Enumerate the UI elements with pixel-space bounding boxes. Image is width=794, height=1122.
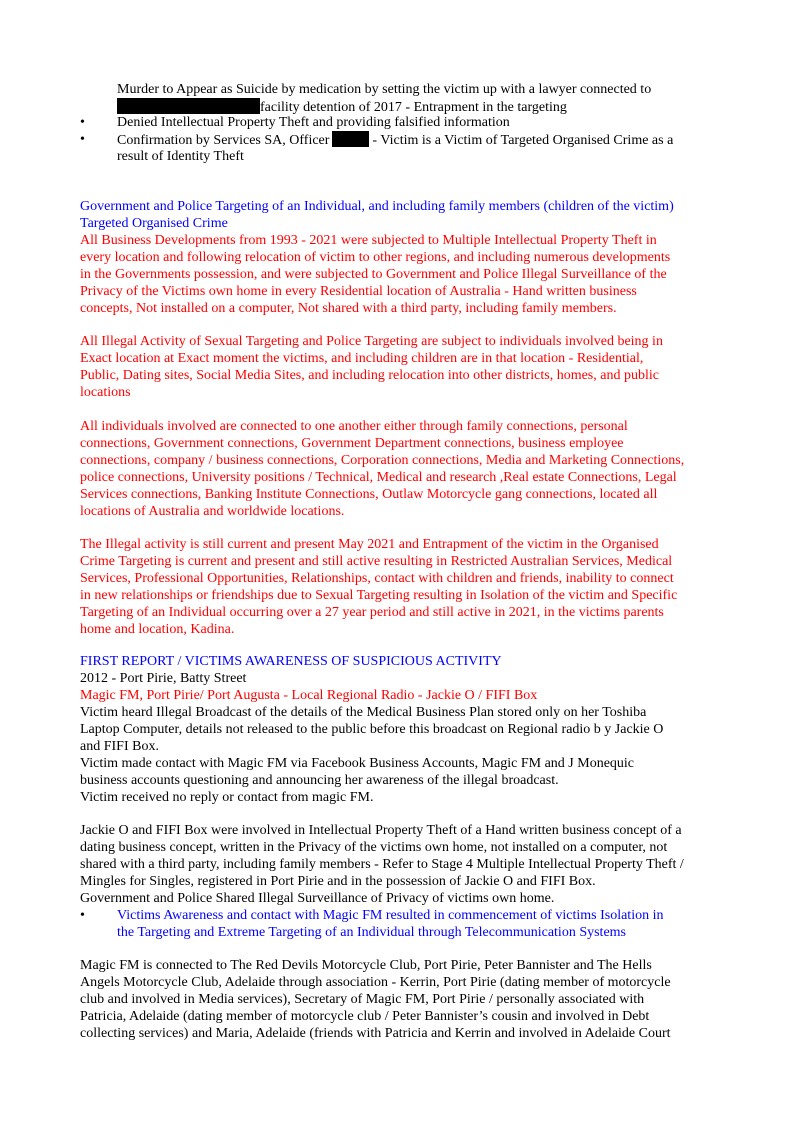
bullet-item: • Confirmation by Services SA, Officer - Victim is a Victim of Targeted Organised Crime as a result of Identity Theft (80, 132, 674, 164)
paragraph-jackie-o: Jackie O and FIFI Box were involved in Intellectual Property Theft of a Hand written business concept of a dating business concept, written in the Privacy of the victims own home, not installed on a computer, not shared with a third party, including family members - Refer to Stage 4 Multiple Intellectual Property Theft / Mingles for Singles, registered in Port Pirie and in the possession of Jackie O and FIFI Box. Government and Police Shared Illegal Surveillance of Privacy of victims own home. (80, 823, 684, 906)
first-report-heading: FIRST REPORT / VICTIMS AWARENESS OF SUSPICIOUS ACTIVITY (80, 654, 502, 669)
bullet-icon: • (80, 908, 85, 923)
paragraph-magic-fm-connections: Magic FM is connected to The Red Devils Motorcycle Club, Port Pirie, Peter Bannister and The Hells Angels Motorcycle Club, Adelaide through association - Kerrin, Port Pirie (dating member of motorcycle club and involved in Media services), Secretary of Magic FM, Port Pirie / personally associated with Patricia, Adelaide (dating member of motorcycle club / Peter Bannister’s cousin and involved in Debt collecting services) and Maria, Adelaide (friends with Patricia and Kerrin and involved in Adelaide Court (80, 958, 671, 1041)
paragraph-connections: All individuals involved are connected to one another either through family connections, personal connections, Government connections, Government Department connections, business employee connections, company / business connections, Corporation connections, Media and Marketing Connections, police connections, University positions / Technical, Medical and research ,Real estate Connections, Legal Services connections, Banking Institute Connections, Outlaw Motorcycle gang connections, located all locations of Australia and worldwide locations. (80, 419, 685, 519)
bullet-item: • Victims Awareness and contact with Magic FM resulted in commencement of victims Isolation in the Targeting and Extreme Targeting of an Individual through Telecommunication Systems (80, 908, 664, 940)
paragraph-ip-theft: All Business Developments from 1993 - 2021 were subjected to Multiple Intellectual Property Theft in every location and following relocation of victim to other regions, and including numerous developments in the Governments possession, and were subjected to Government and Police Illegal Surveillance of the Privacy of the Victims own home in every Residential location of Australia - Hand written business concepts, Not installed on a computer, Not shared with a third party, including family members. (80, 233, 671, 316)
continuation-line-2: facility detention of 2017 - Entrapment in the targeting (80, 98, 720, 116)
redaction-bar (332, 131, 369, 147)
redaction-bar (117, 98, 260, 114)
paragraph-current-activity: The Illegal activity is still current and present May 2021 and Entrapment of the victim in the Organised Crime Targeting is current and present and still active resulting in Restricted Australian Services, Medical Services, Professional Opportunities, Relationships, contact with children and friends, inability to connect in new relationships or friendships due to Sexual Targeting resulting in Isolation of the victim and Specific Targeting of an Individual occurring over a 27 year period and still active in 2021, in the victims parents home and location, Kadina. (80, 537, 678, 637)
first-report-section: FIRST REPORT / VICTIMS AWARENESS OF SUSPICIOUS ACTIVITY 2012 - Port Pirie, Batty Street Magic FM, Port Pirie/ Port Augusta - Local Regional Radio - Jackie O / FIFI Box Victim heard Illegal Broadcast of the details of the Medical Business Plan stored only on her Toshiba Laptop Computer, details not released to the public before this broadcast on Regional radio b y Jackie O and FIFI Box. Victim made contact with Magic FM via Facebook Business Accounts, Magic FM and J Monequic business accounts questioning and announcing her awareness of the illegal broadcast. Victim received no reply or contact from magic FM. (80, 653, 720, 806)
continuation-paragraph (80, 81, 720, 116)
section-heading: Government and Police Targeting of an Individual, and including family members (children of the victim) Targeted Organised Crime (80, 199, 674, 231)
bullet-item: • Denied Intellectual Property Theft and providing falsified information (80, 115, 510, 130)
bullet-icon: • (80, 115, 85, 130)
paragraph-sexual-targeting: All Illegal Activity of Sexual Targeting and Police Targeting are subject to individuals involved being in Exact location at Exact moment the victims, and including children are in that location - Residential, Public, Dating sites, Social Media Sites, and including relocation into other districts, homes, and public locations (80, 334, 663, 400)
bullet-icon: • (80, 132, 85, 147)
continuation-line-1: Murder to Appear as Suicide by medication by setting the victim up with a lawyer connected to (117, 82, 652, 97)
